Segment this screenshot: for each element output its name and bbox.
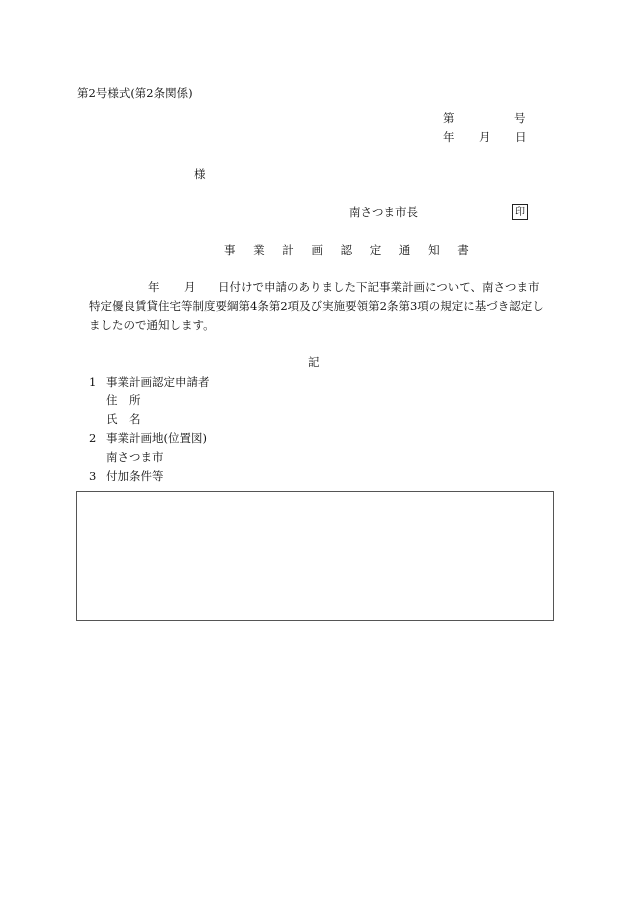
- applicant-address-label: 住 所: [106, 393, 141, 407]
- item-2-value: 南さつま市: [106, 450, 164, 464]
- item-2-number: 2: [89, 431, 97, 445]
- item-2-label: 事業計画地(位置図): [106, 431, 207, 445]
- body-text-line-2: 特定優良賃貸住宅等制度要綱第4条第2項及び実施要領第2条第3項の規定に基づき認定し: [89, 299, 544, 313]
- seal-stamp: 印: [512, 204, 528, 220]
- date-day-label: 日: [515, 130, 527, 144]
- document-number-prefix: 第: [443, 111, 455, 125]
- date-year-label: 年: [443, 130, 455, 144]
- document-title: 事 業 計 画 認 定 通 知 書: [224, 243, 476, 257]
- item-1-number: 1: [89, 375, 97, 389]
- body-year-label: 年: [148, 280, 160, 294]
- applicant-name-label: 氏 名: [106, 412, 141, 426]
- addressee-honorific: 様: [194, 167, 206, 181]
- item-1-label: 事業計画認定申請者: [106, 375, 210, 389]
- body-text-line-1: 日付けで申請のありました下記事業計画について、南さつま市: [218, 280, 540, 294]
- ki-heading: 記: [308, 355, 320, 369]
- issuer-name: 南さつま市長: [349, 205, 418, 219]
- date-month-label: 月: [479, 130, 491, 144]
- body-month-label: 月: [184, 280, 196, 294]
- document-number-suffix: 号: [514, 111, 526, 125]
- body-text-line-3: ましたので通知します。: [89, 318, 215, 332]
- form-label: 第2号様式(第2条関係): [77, 86, 193, 100]
- item-3-label: 付加条件等: [106, 469, 164, 483]
- item-3-number: 3: [89, 469, 97, 483]
- conditions-box: [76, 491, 554, 621]
